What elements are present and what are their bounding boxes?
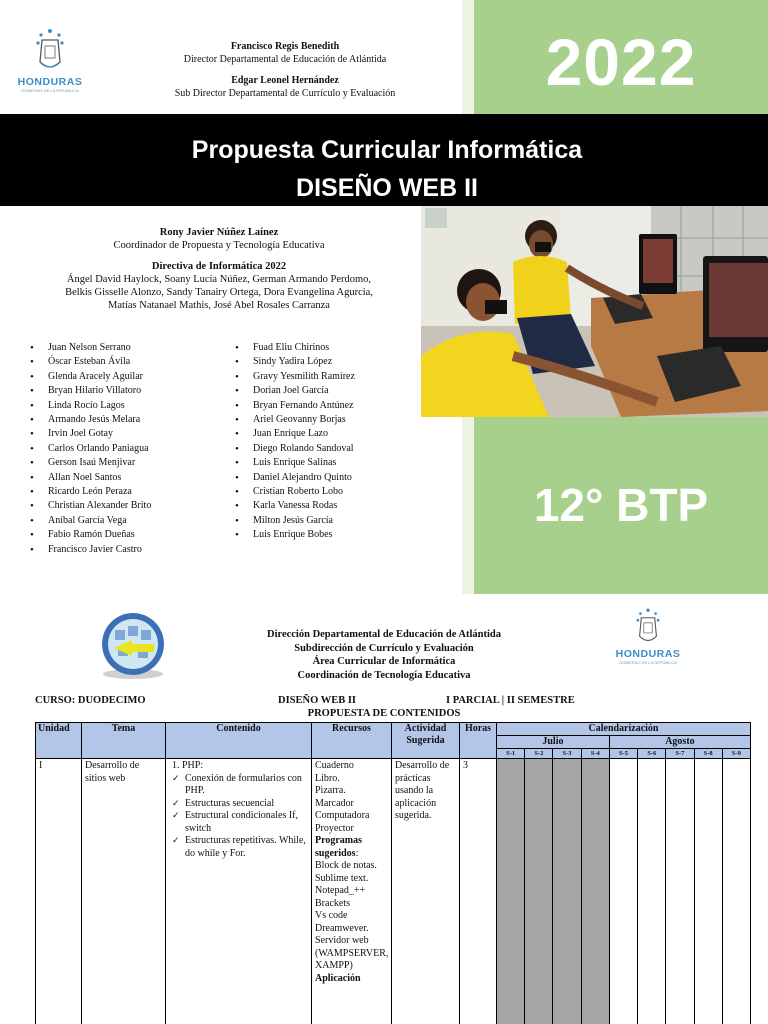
header-contenido: Contenido [166, 723, 312, 759]
calendar-cell [694, 759, 722, 1024]
list-item: • Dorian Joel García [231, 384, 355, 398]
heading-line: Dirección Departamental de Educación de Atlántida [266, 629, 501, 640]
list-item: • Luis Enrique Bobes [231, 528, 355, 542]
classroom-photo-illustration [421, 206, 768, 417]
week-header: S-9 [722, 749, 750, 759]
recursos-line: Vs code [315, 910, 348, 921]
title-band [0, 114, 768, 206]
cell-recursos [312, 759, 392, 1024]
list-item: • Allan Noel Santos [26, 471, 151, 485]
recursos-heading-2: sugeridos [315, 847, 356, 859]
header-recursos: Recursos [312, 723, 392, 759]
grade-label: 12° BTP [533, 479, 709, 531]
list-item: • Juan Enrique Lazo [231, 427, 355, 441]
list-item: • Irvin Joel Gotay [26, 427, 151, 441]
calendar-cell [553, 759, 581, 1024]
document-subtitle: DISEÑO WEB II [296, 174, 478, 202]
honduras-logo [10, 26, 90, 93]
cell-horas: 3 [460, 759, 497, 1024]
header-calendarizacion: Calendarización [497, 723, 751, 736]
contenido-list [169, 773, 308, 861]
week-header: S-4 [581, 749, 609, 759]
calendar-cell [609, 759, 637, 1024]
list-item: • Karla Vanessa Rodas [231, 499, 355, 513]
logo-tagline: GOBIERNO DE LA REPÚBLICA [21, 88, 79, 93]
recursos-line: Notepad_++ [315, 885, 366, 896]
heading-line: Área Curricular de Informática [312, 656, 456, 667]
list-item: • Ariel Geovanny Borjas [231, 413, 355, 427]
subject-label: DISEÑO WEB II [278, 695, 357, 706]
year-label: 2022 [545, 25, 697, 99]
recursos-line: Servidor web (WAMPSERVER, XAMPP) [315, 935, 389, 971]
course-label: CURSO: DUODECIMO [35, 695, 146, 706]
contents-table [35, 722, 751, 1024]
directive-members-line: Ángel David Haylock, Soany Lucía Núñez, German Armando Perdomo, [66, 274, 372, 285]
logo-wordmark: HONDURAS [615, 648, 681, 660]
list-item: • Christian Alexander Brito [26, 499, 151, 513]
header-julio: Julio [497, 736, 610, 749]
calendar-cell [638, 759, 666, 1024]
list-item: • Sindy Yadira López [231, 355, 355, 369]
directive-members-line: Belkis Gisselle Alonzo, Sandy Tanairy Ortega, Dora Evangelina Agurcia, [65, 287, 373, 298]
week-header: S-1 [497, 749, 525, 759]
calendar-cell [666, 759, 694, 1024]
recursos-line: Block de notas. [315, 860, 377, 871]
document-title: Propuesta Curricular Informática [191, 136, 583, 164]
header-agosto: Agosto [609, 736, 750, 749]
names-list-left [26, 341, 151, 557]
contents-page [0, 594, 768, 1024]
cell-contenido [166, 759, 312, 1024]
contenido-item: ✓ Conexión de formularios con PHP. [185, 773, 308, 798]
list-item: • Milton Jesús García [231, 514, 355, 528]
contenido-item: ✓ Estructuras repetitivas. While, do while y For. [185, 835, 308, 860]
list-item: • Armando Jesús Melara [26, 413, 151, 427]
table-row [36, 759, 751, 1024]
week-header: S-7 [666, 749, 694, 759]
honduras-seal-icon [31, 26, 69, 76]
header-tema: Tema [82, 723, 166, 759]
list-item: • Aníbal García Vega [26, 514, 151, 528]
recursos-line: Pizarra. [315, 785, 346, 796]
recursos-last: Aplicación [315, 972, 361, 984]
list-item: • Luis Enrique Salinas [231, 456, 355, 470]
contenido-title: 1. PHP: [172, 760, 204, 771]
contenido-item: ✓ Estructuras secuencial [185, 798, 308, 811]
calendar-cell [497, 759, 525, 1024]
official-name: Francisco Regis Benedith [230, 41, 340, 52]
week-header: S-3 [553, 749, 581, 759]
calendar-cell [722, 759, 750, 1024]
recursos-heading: Programas [315, 835, 363, 846]
list-item: • Diego Rolando Sandoval [231, 442, 355, 456]
directive-members-line: Matías Natanael Mathis, José Abel Rosales Carranza [108, 300, 330, 311]
recursos-line: Brackets [315, 897, 350, 909]
calendar-cell [581, 759, 609, 1024]
list-item: • Fabio Ramón Dueñas [26, 528, 151, 542]
list-item: • Daniel Alejandro Quinto [231, 471, 355, 485]
week-header: S-8 [694, 749, 722, 759]
list-item: • Cristian Roberto Lobo [231, 485, 355, 499]
cell-actividad: Desarrollo de prácticas usando la aplicación sugerida. [392, 759, 460, 1024]
recursos-line: Proyector [315, 822, 354, 834]
list-item: • Carlos Orlando Paniagua [26, 442, 151, 456]
list-item: • Linda Rocío Lagos [26, 399, 151, 413]
coordinator-name: Rony Javier Núñez Laínez [159, 227, 279, 238]
recursos-line: Cuaderno [315, 760, 354, 771]
officials-block [110, 40, 460, 100]
contenido-item: ✓ Estructural condicionales If, switch [185, 810, 308, 835]
recursos-line: Computadora [315, 810, 370, 821]
names-list-right [231, 341, 355, 543]
term-label: I PARCIAL | II SEMESTRE [446, 695, 575, 706]
list-item: • Bryan Hilario Villatoro [26, 384, 151, 398]
logo-tagline: GOBIERNO DE LA REPÚBLICA [619, 660, 677, 665]
honduras-logo-small [608, 606, 688, 665]
recursos-line: Libro. [315, 772, 340, 784]
header-unidad: Unidad [36, 723, 82, 759]
logo-wordmark: HONDURAS [17, 76, 83, 88]
classroom-photo [421, 206, 768, 417]
list-item: • Gerson Isaú Menjivar [26, 456, 151, 470]
week-header: S-2 [525, 749, 553, 759]
official-name: Edgar Leonel Hernández [231, 75, 339, 86]
header-horas: Horas [460, 723, 497, 759]
list-item: • Francisco Javier Castro [26, 543, 151, 557]
calendar-cell [525, 759, 553, 1024]
recursos-line: Dreamwever. [315, 922, 369, 934]
list-item: • Gravy Yesmilith Ramírez [231, 370, 355, 384]
list-item: • Bryan Fernando Antúnez [231, 399, 355, 413]
department-headings [200, 628, 568, 682]
recursos-line: Marcador [315, 797, 354, 809]
proposal-title: PROPUESTA DE CONTENIDOS [307, 708, 461, 719]
department-logo-icon [98, 610, 168, 680]
list-item: • Glenda Aracely Aguilar [26, 370, 151, 384]
cell-tema: Desarrollo de sitios web [82, 759, 166, 1024]
official-role: Sub Director Departamental de Currículo y Evaluación [174, 88, 396, 99]
week-header: S-6 [638, 749, 666, 759]
cell-unidad: I [36, 759, 82, 1024]
heading-line: Coordinación de Tecnología Educativa [297, 669, 471, 681]
coordinator-block [30, 226, 408, 312]
coordinator-role: Coordinador de Propuesta y Tecnología Educativa [113, 240, 325, 251]
list-item: • Fuad Eliu Chirinos [231, 341, 355, 355]
directive-heading: Directiva de Informática 2022 [151, 261, 287, 272]
header-actividad: Actividad Sugerida [392, 723, 460, 759]
recursos-line: Sublime text. [315, 872, 369, 884]
week-header: S-5 [609, 749, 637, 759]
official-role: Director Departamental de Educación de Atlántida [183, 54, 387, 65]
recursos-colon: : [355, 847, 359, 859]
list-item: • Óscar Esteban Ávila [26, 355, 151, 369]
heading-line: Subdirección de Currículo y Evaluación [294, 642, 474, 654]
list-item: • Juan Nelson Serrano [26, 341, 151, 355]
list-item: • Ricardo León Peraza [26, 485, 151, 499]
honduras-seal-icon [632, 606, 664, 648]
